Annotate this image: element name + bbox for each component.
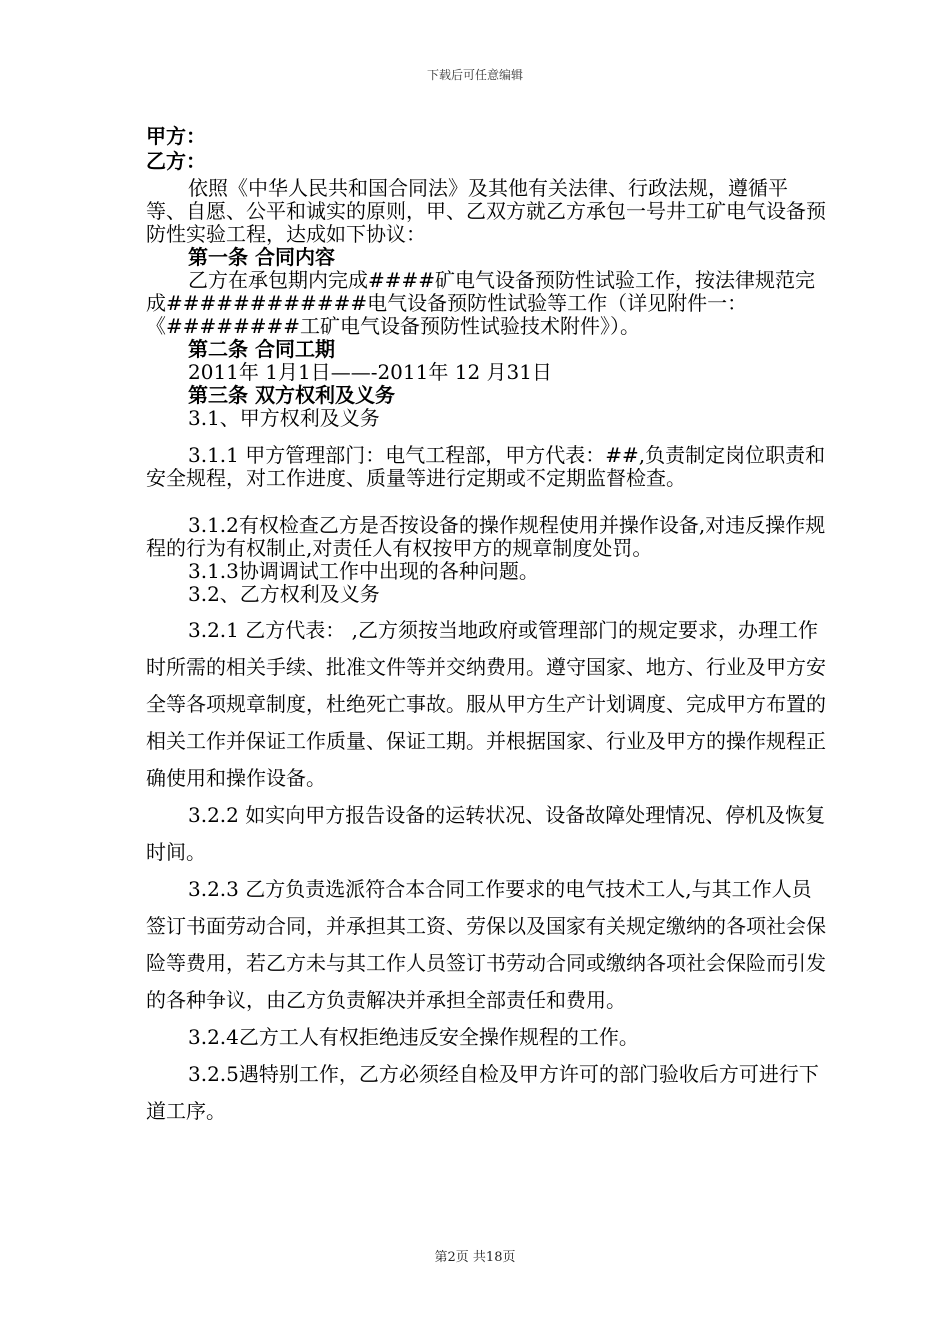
clause-3-2-3: 3.2.3 乙方负责选派符合本合同工作要求的电气技术工人,与其工作人员签订书面劳动合同，并承担其工资、劳保以及国家有关规定缴纳的各项社会保险等费用，若乙方未与其工作人员签订书劳动合同或缴纳各项社会保险而引发的各种争议，由乙方负责解决并承担全部责任和费用。: [146, 877, 826, 1012]
clause-3-1-1: 3.1.1 甲方管理部门：电气工程部，甲方代表：##,负责制定岗位职责和安全规程，对工作进度、质量等进行定期或不定期监督检查。: [146, 443, 826, 490]
page-header: 下载后可任意编辑: [426, 68, 523, 82]
clause-3-2-4: 3.2.4乙方工人有权拒绝违反安全操作规程的工作。: [188, 1025, 639, 1049]
article-1-title: 第一条 合同内容: [188, 245, 335, 269]
party-b-label: 乙方：: [146, 149, 206, 173]
party-a-label: 甲方：: [146, 124, 206, 148]
article-2-title: 第二条 合同工期: [188, 337, 335, 361]
article-3-title: 第三条 双方权利及义务: [188, 383, 395, 407]
article-2-body: 2011年 1月1日——-2011年 12 月31日: [188, 360, 552, 384]
page-footer: 第2页 共18页: [434, 1250, 516, 1265]
clause-3-2-1: 3.2.1 乙方代表： ,乙方须按当地政府或管理部门的规定要求，办理工作时所需的相关手续、批准文件等并交纳费用。遵守国家、地方、行业及甲方安全等各项规章制度，杜绝死亡事故。服从甲方生产计划调度、完成甲方布置的相关工作并保证工作质量、保证工期。并根据国家、行业及甲方的操作规程正确使用和操作设备。: [146, 618, 826, 790]
section-3-2-heading: 3.2、乙方权利及义务: [188, 582, 380, 606]
clause-3-2-5: 3.2.5遇特别工作，乙方必须经自检及甲方许可的部门验收后方可进行下道工序。: [146, 1062, 819, 1123]
intro-paragraph: 依照《中华人民共和国合同法》及其他有关法律、行政法规，遵循平等、自愿、公平和诚实的原则，甲、乙双方就乙方承包一号井工矿电气设备预防性实验工程，达成如下协议：: [146, 176, 826, 246]
article-1-body: 乙方在承包期内完成####矿电气设备预防性试验工作，按法律规范完成############电气设备预防性试验等工作（详见附件一：《########工矿电气设备预防性试验技术附件》）。: [146, 268, 816, 338]
clause-3-1-3: 3.1.3协调调试工作中出现的各种问题。: [188, 559, 539, 583]
clause-3-1-2: 3.1.2有权检查乙方是否按设备的操作规程使用并操作设备,对违反操作规程的行为有权制止,对责任人有权按甲方的规章制度处罚。: [146, 513, 826, 560]
document-body: [146, 124, 826, 1130]
section-3-1-heading: 3.1、甲方权利及义务: [188, 406, 380, 430]
clause-3-2-2: 3.2.2 如实向甲方报告设备的运转状况、设备故障处理情况、停机及恢复时间。: [146, 803, 826, 864]
